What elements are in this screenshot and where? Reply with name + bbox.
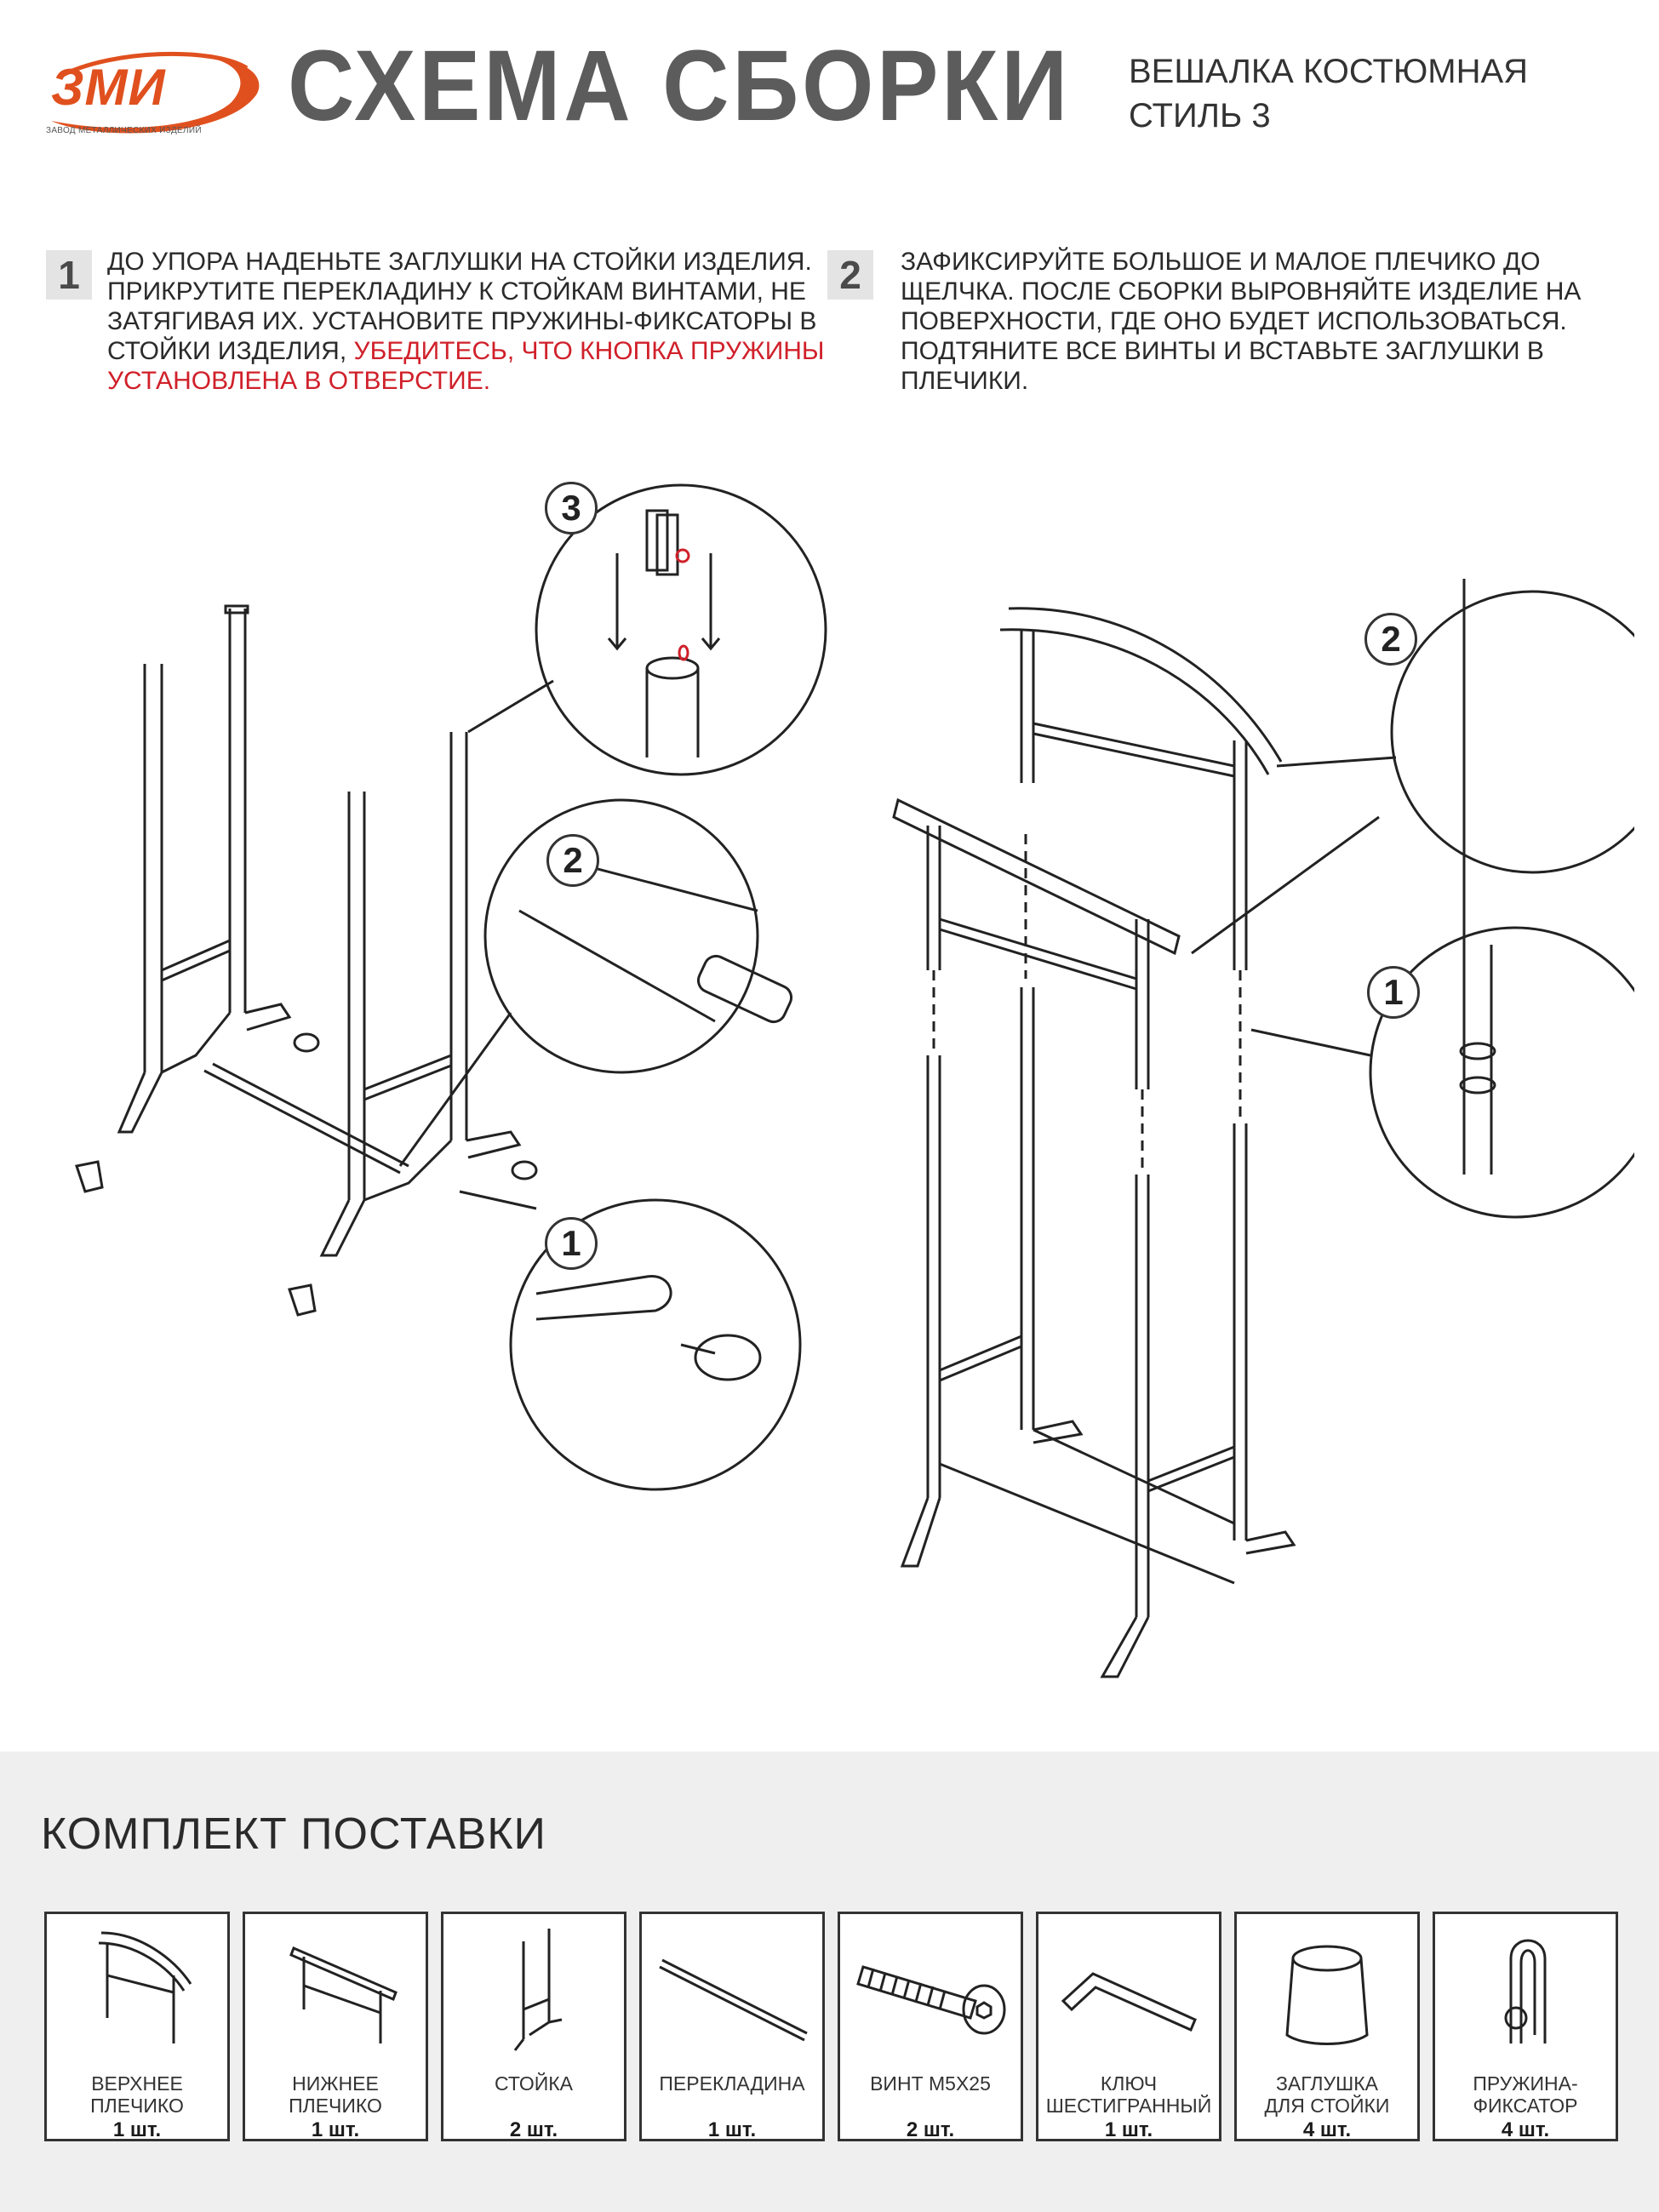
kit-item-name-line2: ПЛЕЧИКО bbox=[90, 2095, 184, 2117]
product-name-line1: ВЕШАЛКА КОСТЮМНАЯ bbox=[1129, 53, 1529, 90]
kit-item-name-line1: КЛЮЧ bbox=[1100, 2072, 1158, 2095]
kit-item-qty: 4 шт. bbox=[1501, 2118, 1550, 2141]
step-2-diagram bbox=[851, 579, 1634, 1685]
kit-item-name-line2: СТОЙКА bbox=[494, 2072, 574, 2095]
logo-wordmark: ЗМИ bbox=[51, 59, 166, 116]
step-2-callout-1: 1 bbox=[1367, 966, 1420, 1019]
kit-item-name-line1: ВЕРХНЕЕ bbox=[91, 2072, 183, 2095]
step-2-text: ЗАФИКСИРУЙТЕ БОЛЬШОЕ И МАЛОЕ ПЛЕЧИКО ДО ЩЕЛЧКА. ПОСЛЕ СБОРКИ ВЫРОВНЯЙТЕ ИЗДЕЛИЕ НА ПОВЕРХНОСТИ, ГДЕ ОНО БУДЕТ ИСПОЛЬЗОВАТЬСЯ. ПОДТЯНИТЕ ВСЕ ВИНТЫ И ВСТАВЬТЕ ЗАГЛУШКИ В ПЛЕЧИКИ. bbox=[901, 248, 1582, 395]
kit-item-qty: 1 шт. bbox=[112, 2118, 162, 2141]
step-2-number: 2 bbox=[827, 250, 873, 300]
lower-hanger-icon bbox=[253, 1924, 418, 2052]
kit-item-name-line2: ШЕСТИГРАННЫЙ bbox=[1045, 2095, 1212, 2117]
end-cap-icon bbox=[1244, 1924, 1410, 2052]
assembly-step-2-illustration bbox=[851, 579, 1634, 1685]
brand-logo bbox=[34, 43, 272, 153]
kit-item-name bbox=[1038, 2072, 1219, 2117]
kit-item-name-line2: ДЛЯ СТОЙКИ bbox=[1264, 2095, 1390, 2117]
kit-item-name-line1: ПРУЖИНА- bbox=[1473, 2072, 1578, 2095]
kit-item-end-cap bbox=[1234, 1912, 1420, 2141]
kit-item-spring-clip bbox=[1433, 1912, 1618, 2141]
screw-icon bbox=[848, 1924, 1013, 2052]
logo-subtitle: ЗАВОД МЕТАЛЛИЧЕСКИХ ИЗДЕЛИЙ bbox=[46, 126, 202, 135]
kit-item-name-line2: ВИНТ М5Х25 bbox=[870, 2072, 991, 2095]
kit-item-name bbox=[1237, 2072, 1417, 2117]
stand-icon bbox=[451, 1924, 616, 2052]
step-2-callout-2: 2 bbox=[1364, 613, 1417, 666]
step-1-warning: УБЕДИТЕСЬ, ЧТО КНОПКА ПРУЖИНЫ УСТАНОВЛЕНА В ОТВЕРСТИЕ. bbox=[107, 337, 825, 395]
step-1-number: 1 bbox=[46, 250, 92, 300]
kit-item-name bbox=[1435, 2072, 1616, 2117]
product-name bbox=[1129, 49, 1528, 138]
kit-item-name bbox=[443, 2072, 624, 2095]
kit-item-name bbox=[47, 2072, 227, 2117]
kit-title: КОМПЛЕКТ ПОСТАВКИ bbox=[41, 1809, 546, 1859]
kit-item-name-line2: ФИКСАТОР bbox=[1473, 2095, 1578, 2117]
kit-item-hex-key bbox=[1036, 1912, 1221, 2141]
kit-item-name bbox=[245, 2072, 426, 2117]
step-1-instruction: ДО УПОРА НАДЕНЬТЕ ЗАГЛУШКИ НА СТОЙКИ ИЗДЕЛИЯ. ПРИКРУТИТЕ ПЕРЕКЛАДИНУ К СТОЙКАМ ВИНТАМИ, НЕ ЗАТЯГИВАЯ ИХ. УСТАНОВИТЕ ПРУЖИНЫ-ФИКСАТОРЫ В СТОЙКИ ИЗДЕЛИЯ, bbox=[107, 248, 817, 365]
kit-item-name-line1: ЗАГЛУШКА bbox=[1276, 2072, 1378, 2095]
kit-item-stand bbox=[441, 1912, 626, 2141]
step-1-callout-2: 2 bbox=[546, 834, 599, 887]
spring-clip-icon bbox=[1443, 1924, 1608, 2052]
crossbar-icon bbox=[649, 1924, 815, 2052]
kit-item-qty: 4 шт. bbox=[1302, 2118, 1352, 2141]
kit-item-name bbox=[840, 2072, 1021, 2095]
step-1-text bbox=[107, 247, 839, 396]
step-1-diagram bbox=[51, 460, 868, 1532]
assembly-step-1-illustration bbox=[51, 460, 868, 1532]
kit-item-qty: 1 шт. bbox=[311, 2118, 360, 2141]
step-1-callout-1: 1 bbox=[545, 1217, 598, 1270]
kit-item-lower-hanger bbox=[243, 1912, 428, 2141]
kit-item-crossbar bbox=[639, 1912, 825, 2141]
kit-item-qty: 2 шт. bbox=[509, 2118, 558, 2141]
kit-item-qty: 1 шт. bbox=[1104, 2118, 1153, 2141]
kit-item-screw bbox=[838, 1912, 1023, 2141]
upper-hanger-icon bbox=[54, 1924, 220, 2052]
step-1-callout-3: 3 bbox=[545, 482, 598, 534]
page-title: СХЕМА СБОРКИ bbox=[288, 30, 1071, 142]
kit-item-name bbox=[642, 2072, 822, 2095]
kit-item-upper-hanger bbox=[44, 1912, 230, 2141]
hex-key-icon bbox=[1046, 1924, 1211, 2052]
kit-item-qty: 2 шт. bbox=[906, 2118, 955, 2141]
kit-item-name-line1: НИЖНЕЕ bbox=[292, 2072, 379, 2095]
kit-item-name-line2: ПЕРЕКЛАДИНА bbox=[659, 2072, 805, 2095]
kit-item-name-line2: ПЛЕЧИКО bbox=[289, 2095, 382, 2117]
kit-item-qty: 1 шт. bbox=[707, 2118, 757, 2141]
product-name-line2: СТИЛЬ 3 bbox=[1129, 97, 1271, 134]
